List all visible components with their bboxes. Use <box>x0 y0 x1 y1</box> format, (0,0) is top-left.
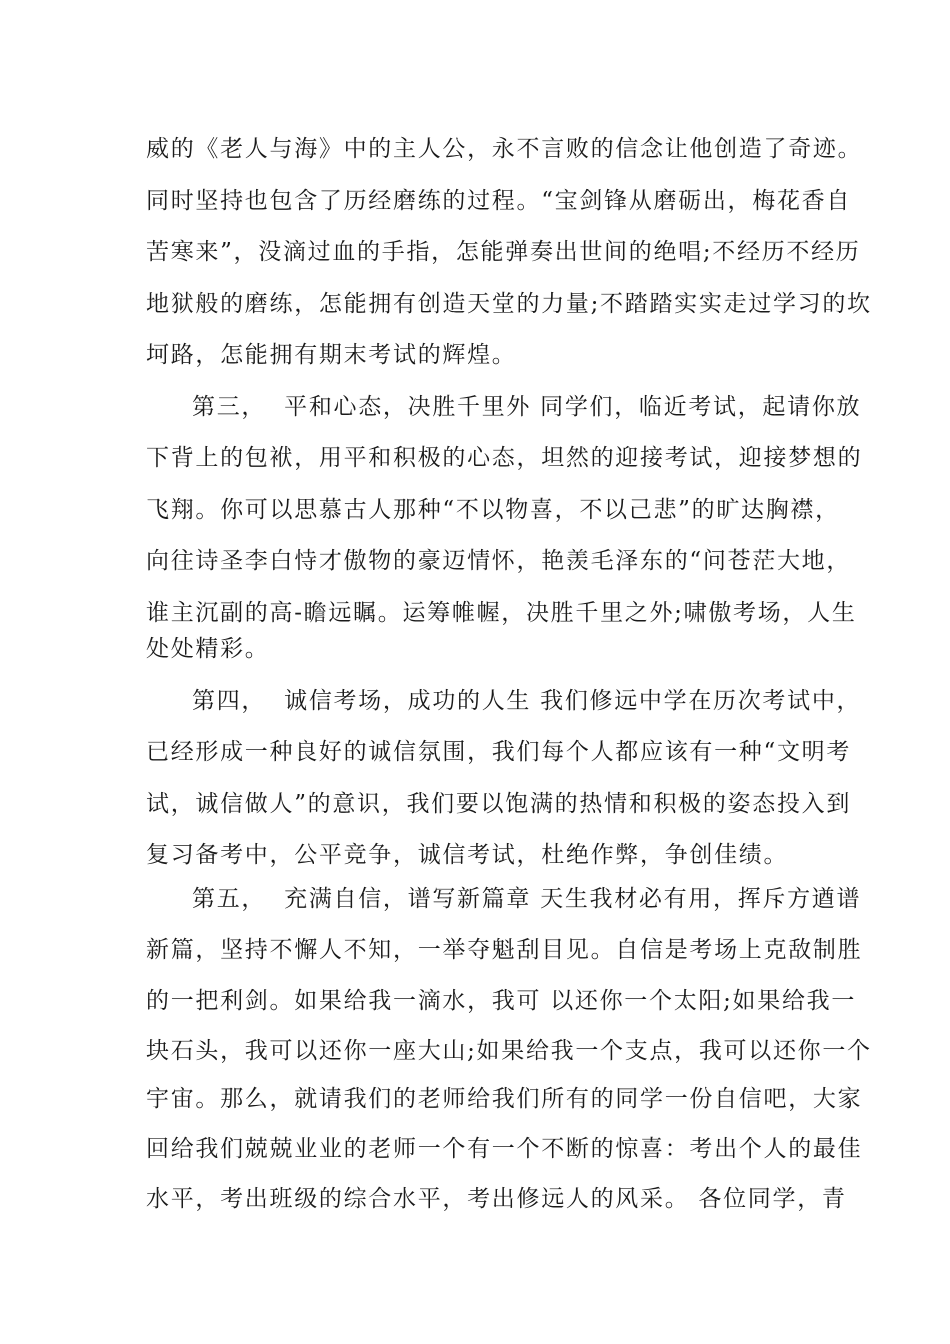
paragraph-4-first-line: 第四， 诚信考场，成功的人生 我们修远中学在历次考试中， <box>192 688 862 714</box>
text-line-15: 复习备考中，公平竞争，诚信考试，杜绝作弊，争创佳绩。 <box>146 842 789 868</box>
text-line-1: 威的《老人与海》中的主人公，永不言败的信念让他创造了奇迹。 <box>146 136 863 162</box>
text-line-21: 回给我们兢兢业业的老师一个有一个不断的惊喜：考出个人的最佳 <box>146 1136 863 1162</box>
text-line-5: 坷路，怎能拥有期末考试的辉煌。 <box>146 342 517 368</box>
text-line-7: 下背上的包袱，用平和积极的心态，坦然的迎接考试，迎接梦想的 <box>146 445 863 471</box>
text-line-8: 飞翔。你可以思慕古人那种“不以物喜，不以己悲”的旷达胸襟， <box>146 497 840 523</box>
text-line-17: 新篇，坚持不懈人不知，一举夺魁刮目见。自信是考场上克敌制胜 <box>146 937 863 963</box>
text-line-20: 宇宙。那么，就请我们的老师给我们所有的同学一份自信吧，大家 <box>146 1086 863 1112</box>
text-line-14: 试，诚信做人”的意识，我们要以饱满的热情和积极的姿态投入到 <box>146 791 852 817</box>
text-line-22: 水平，考出班级的综合水平，考出修远人的风采。 各位同学，青 <box>146 1186 847 1212</box>
text-line-3: 苦寒来”，没滴过血的手指，怎能弹奏出世间的绝唱;不经历不经历 <box>146 239 861 265</box>
text-line-18: 的一把利剑。如果给我一滴水，我可 以还你一个太阳;如果给我一 <box>146 988 857 1014</box>
text-line-13: 已经形成一种良好的诚信氛围，我们每个人都应该有一种“文明考 <box>146 739 852 765</box>
text-line-4: 地狱般的磨练，怎能拥有创造天堂的力量;不踏踏实实走过学习的坎 <box>146 291 872 317</box>
text-line-9: 向往诗圣李白恃才傲物的豪迈情怀，艳羡毛泽东的“问苍茫大地， <box>146 548 852 574</box>
text-line-11: 处处精彩。 <box>146 636 270 662</box>
paragraph-3-first-line: 第三， 平和心态，决胜千里外 同学们，临近考试，起请你放 <box>192 394 862 420</box>
paragraph-5-first-line: 第五， 充满自信，谱写新篇章 天生我材必有用，挥斥方遒谱 <box>192 886 862 912</box>
text-line-2: 同时坚持也包含了历经磨练的过程。“宝剑锋从磨砺出，梅花香自 <box>146 188 852 214</box>
text-line-10: 谁主沉副的高-瞻远瞩。运筹帷幄，决胜千里之外;啸傲考场，人生 <box>146 600 857 626</box>
text-line-19: 块石头，我可以还你一座大山;如果给我一个支点，我可以还你一个 <box>146 1038 872 1064</box>
